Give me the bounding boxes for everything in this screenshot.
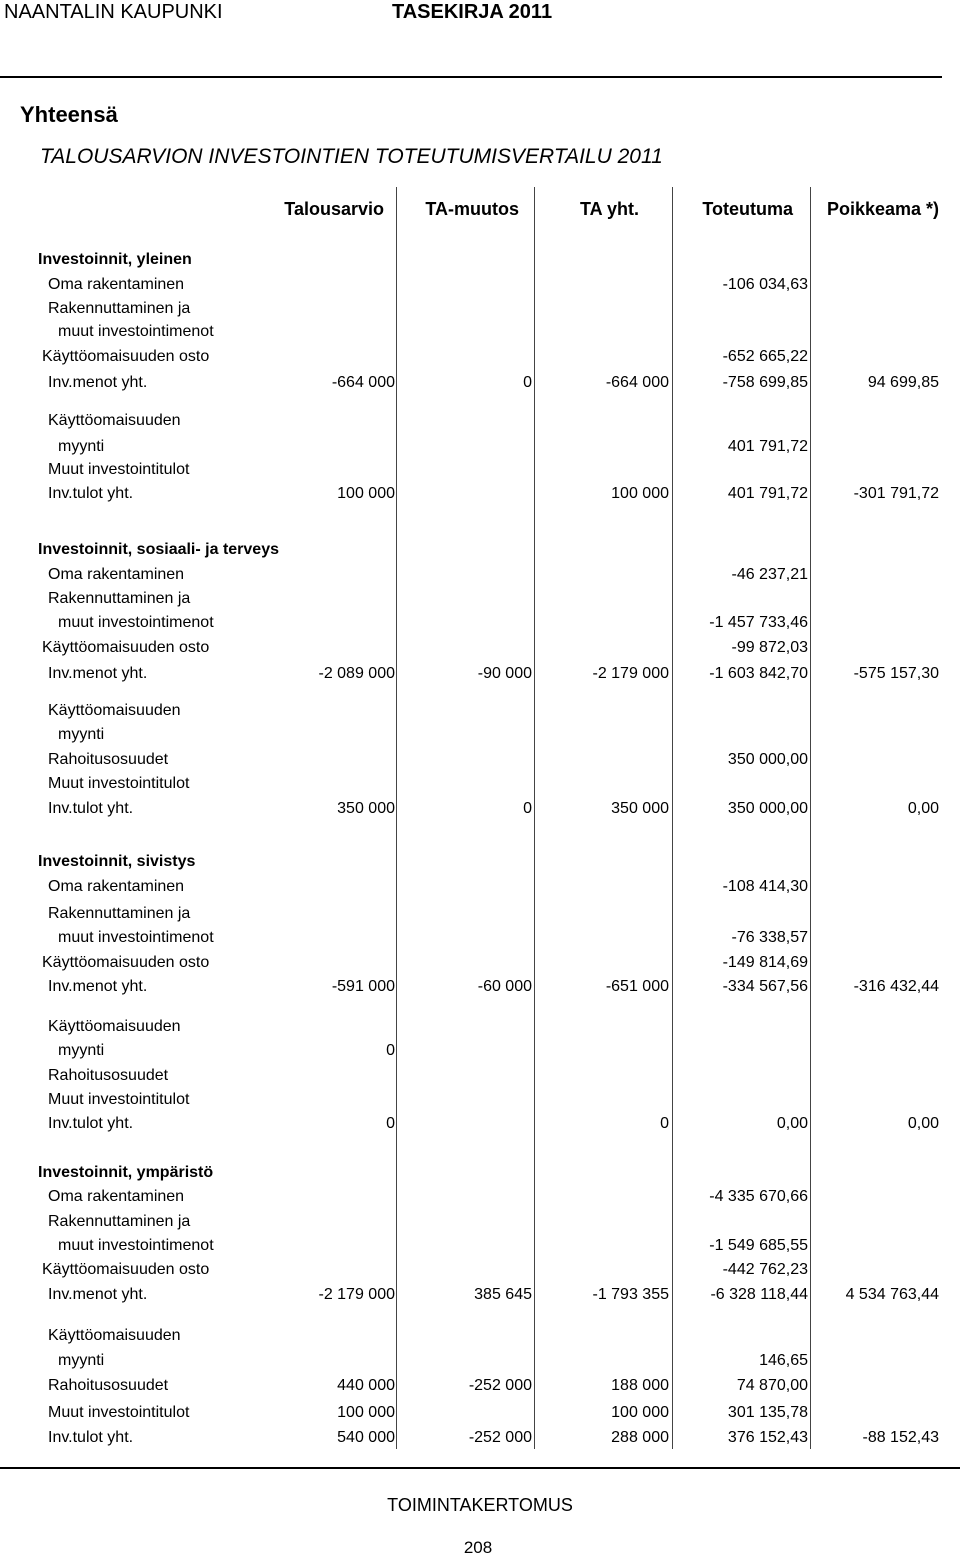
table-row	[0, 927, 960, 949]
toteutuma-cell: -99 872,03	[731, 639, 808, 656]
table-row	[0, 1284, 960, 1306]
ta-yht-cell: 100 000	[611, 1404, 669, 1421]
page-number: 208	[463, 1538, 493, 1557]
table-row	[0, 1089, 960, 1111]
toteutuma-cell: -46 237,21	[731, 566, 808, 583]
column-header-toteutuma: Toteutuma	[702, 199, 793, 219]
talousarvio-cell: 100 000	[337, 1404, 395, 1421]
table-row	[0, 1040, 960, 1062]
ta-yht-cell: -651 000	[605, 978, 669, 995]
ta-yht-cell: 100 000	[611, 485, 669, 502]
footer-section-title: TOIMINTAKERTOMUS	[387, 1495, 573, 1515]
row-label: Oma rakentaminen	[48, 1188, 185, 1205]
poikkeama-cell: -316 432,44	[853, 978, 939, 995]
toteutuma-cell: -1 603 842,70	[709, 665, 808, 682]
table-row	[0, 1375, 960, 1397]
ta-yht-cell: 350 000	[611, 800, 669, 817]
ta-muutos-cell: -252 000	[468, 1429, 532, 1446]
section-title: Yhteensä	[20, 102, 118, 127]
row-label: Rahoitusosuudet	[48, 1377, 169, 1394]
toteutuma-cell: -6 328 118,44	[710, 1286, 808, 1303]
toteutuma-cell: -652 665,22	[722, 348, 808, 365]
row-label: Muut investointitulot	[48, 775, 190, 792]
row-label: muut investointimenot	[58, 929, 214, 946]
section-header-row	[0, 249, 960, 271]
table-row	[0, 637, 960, 659]
row-label: Inv.tulot yht.	[48, 800, 134, 817]
section-label: Investoinnit, sivistys	[38, 853, 196, 870]
table-row	[0, 459, 960, 481]
row-label: Inv.menot yht.	[48, 665, 148, 682]
table-row	[0, 298, 960, 320]
table-row	[0, 1235, 960, 1257]
section-label: Investoinnit, sosiaali- ja terveys	[38, 541, 279, 558]
table-row	[0, 346, 960, 368]
document-title: TASEKIRJA 2011	[392, 1, 553, 23]
talousarvio-cell: 440 000	[337, 1377, 395, 1394]
table-row	[0, 724, 960, 746]
row-label: muut investointimenot	[58, 323, 214, 340]
row-label: Inv.tulot yht.	[48, 485, 134, 502]
table-row	[0, 1211, 960, 1233]
row-label: Rakennuttaminen ja	[48, 1213, 191, 1230]
ta-yht-cell: 188 000	[611, 1377, 669, 1394]
table-row	[0, 700, 960, 722]
row-label: Inv.menot yht.	[48, 978, 148, 995]
table-row	[0, 952, 960, 974]
table-row	[0, 564, 960, 586]
table-row	[0, 1325, 960, 1347]
toteutuma-cell: 301 135,78	[727, 1404, 808, 1421]
row-label: Inv.tulot yht.	[48, 1429, 134, 1446]
row-label: myynti	[58, 1042, 105, 1059]
table-row	[0, 612, 960, 634]
ta-yht-cell: 288 000	[611, 1429, 669, 1446]
toteutuma-cell: 401 791,72	[727, 485, 808, 502]
table-row	[0, 321, 960, 343]
row-label: Rahoitusosuudet	[48, 751, 169, 768]
toteutuma-cell: -106 034,63	[722, 276, 808, 293]
row-label: Muut investointitulot	[48, 461, 190, 478]
table-row	[0, 436, 960, 458]
table-row	[0, 876, 960, 898]
toteutuma-cell: 146,65	[759, 1352, 808, 1369]
toteutuma-cell: 0,00	[776, 1115, 808, 1132]
column-header-poikkeama: Poikkeama *)	[826, 199, 939, 219]
talousarvio-cell: -2 089 000	[318, 665, 395, 682]
toteutuma-cell: -108 414,30	[722, 878, 808, 895]
row-label: Rakennuttaminen ja	[48, 590, 191, 607]
poikkeama-cell: -575 157,30	[853, 665, 939, 682]
header-divider	[0, 76, 942, 78]
talousarvio-cell: 0	[386, 1042, 395, 1059]
table-row	[0, 663, 960, 685]
organisation-name: NAANTALIN KAUPUNKI	[4, 1, 223, 23]
talousarvio-cell: -2 179 000	[318, 1286, 395, 1303]
row-label: Inv.menot yht.	[48, 1286, 148, 1303]
table-row	[0, 1186, 960, 1208]
row-label: Oma rakentaminen	[48, 276, 185, 293]
toteutuma-cell: -334 567,56	[722, 978, 808, 995]
table-row	[0, 773, 960, 795]
table-row	[0, 1427, 960, 1449]
toteutuma-cell: -149 814,69	[722, 954, 808, 971]
toteutuma-cell: -4 335 670,66	[709, 1188, 808, 1205]
talousarvio-cell: 100 000	[337, 485, 395, 502]
toteutuma-cell: 350 000,00	[727, 800, 808, 817]
toteutuma-cell: -442 762,23	[722, 1261, 808, 1278]
talousarvio-cell: -664 000	[331, 374, 395, 391]
poikkeama-cell: -301 791,72	[853, 485, 939, 502]
row-label: Käyttöomaisuuden osto	[42, 348, 210, 365]
table-row	[0, 372, 960, 394]
talousarvio-cell: -591 000	[331, 978, 395, 995]
section-header-row	[0, 851, 960, 873]
ta-muutos-cell: -60 000	[477, 978, 532, 995]
ta-yht-cell: 0	[660, 1115, 669, 1132]
ta-muutos-cell: -90 000	[477, 665, 532, 682]
table-row	[0, 1259, 960, 1281]
row-label: muut investointimenot	[58, 1237, 214, 1254]
table-row	[0, 903, 960, 925]
column-header-ta-muutos: TA-muutos	[425, 199, 519, 219]
row-label: Käyttöomaisuuden	[48, 702, 181, 719]
toteutuma-cell: 350 000,00	[727, 751, 808, 768]
row-label: muut investointimenot	[58, 614, 214, 631]
poikkeama-cell: -88 152,43	[862, 1429, 939, 1446]
toteutuma-cell: 74 870,00	[736, 1377, 808, 1394]
toteutuma-cell: -76 338,57	[731, 929, 808, 946]
ta-yht-cell: -1 793 355	[592, 1286, 669, 1303]
table-row	[0, 1065, 960, 1087]
row-label: Rakennuttaminen ja	[48, 300, 191, 317]
toteutuma-cell: -1 457 733,46	[709, 614, 808, 631]
ta-muutos-cell: 0	[523, 374, 532, 391]
row-label: myynti	[58, 726, 105, 743]
row-label: Inv.menot yht.	[48, 374, 148, 391]
row-label: Käyttöomaisuuden osto	[42, 1261, 210, 1278]
section-header-row	[0, 1162, 960, 1184]
table-row	[0, 976, 960, 998]
row-label: Inv.tulot yht.	[48, 1115, 134, 1132]
section-label: Investoinnit, ympäristö	[38, 1164, 214, 1181]
talousarvio-cell: 540 000	[337, 1429, 395, 1446]
row-label: Rakennuttaminen ja	[48, 905, 191, 922]
row-label: myynti	[58, 438, 105, 455]
toteutuma-cell: 401 791,72	[727, 438, 808, 455]
poikkeama-cell: 94 699,85	[867, 374, 939, 391]
row-label: Käyttöomaisuuden	[48, 412, 181, 429]
column-header-talousarvio: Talousarvio	[284, 199, 384, 219]
talousarvio-cell: 350 000	[337, 800, 395, 817]
ta-muutos-cell: 0	[523, 800, 532, 817]
row-label: Oma rakentaminen	[48, 566, 185, 583]
table-row	[0, 749, 960, 771]
table-row	[0, 588, 960, 610]
row-label: Käyttöomaisuuden	[48, 1018, 181, 1035]
ta-muutos-cell: -252 000	[468, 1377, 532, 1394]
poikkeama-cell: 4 534 763,44	[845, 1286, 939, 1303]
row-label: Käyttöomaisuuden	[48, 1327, 181, 1344]
section-label: Investoinnit, yleinen	[38, 251, 192, 268]
table-row	[0, 1113, 960, 1135]
toteutuma-cell: -758 699,85	[722, 374, 808, 391]
section-header-row	[0, 539, 960, 561]
talousarvio-cell: 0	[386, 1115, 395, 1132]
table-row	[0, 410, 960, 432]
toteutuma-cell: 376 152,43	[727, 1429, 808, 1446]
report-title: TALOUSARVION INVESTOINTIEN TOTEUTUMISVERTAILU 2011	[40, 145, 663, 168]
ta-yht-cell: -664 000	[605, 374, 669, 391]
table-row	[0, 798, 960, 820]
table-row	[0, 1016, 960, 1038]
row-label: Rahoitusosuudet	[48, 1067, 169, 1084]
footer-divider	[0, 1467, 960, 1469]
row-label: Käyttöomaisuuden osto	[42, 639, 210, 656]
toteutuma-cell: -1 549 685,55	[709, 1237, 808, 1254]
row-label: Muut investointitulot	[48, 1404, 190, 1421]
row-label: Oma rakentaminen	[48, 878, 185, 895]
table-row	[0, 274, 960, 296]
poikkeama-cell: 0,00	[907, 800, 939, 817]
ta-yht-cell: -2 179 000	[592, 665, 669, 682]
table-row	[0, 1402, 960, 1424]
row-label: myynti	[58, 1352, 105, 1369]
column-header-ta-yht: TA yht.	[580, 199, 639, 219]
poikkeama-cell: 0,00	[907, 1115, 939, 1132]
table-row	[0, 483, 960, 505]
row-label: Muut investointitulot	[48, 1091, 190, 1108]
table-row	[0, 1350, 960, 1372]
row-label: Käyttöomaisuuden osto	[42, 954, 210, 971]
ta-muutos-cell: 385 645	[474, 1286, 532, 1303]
